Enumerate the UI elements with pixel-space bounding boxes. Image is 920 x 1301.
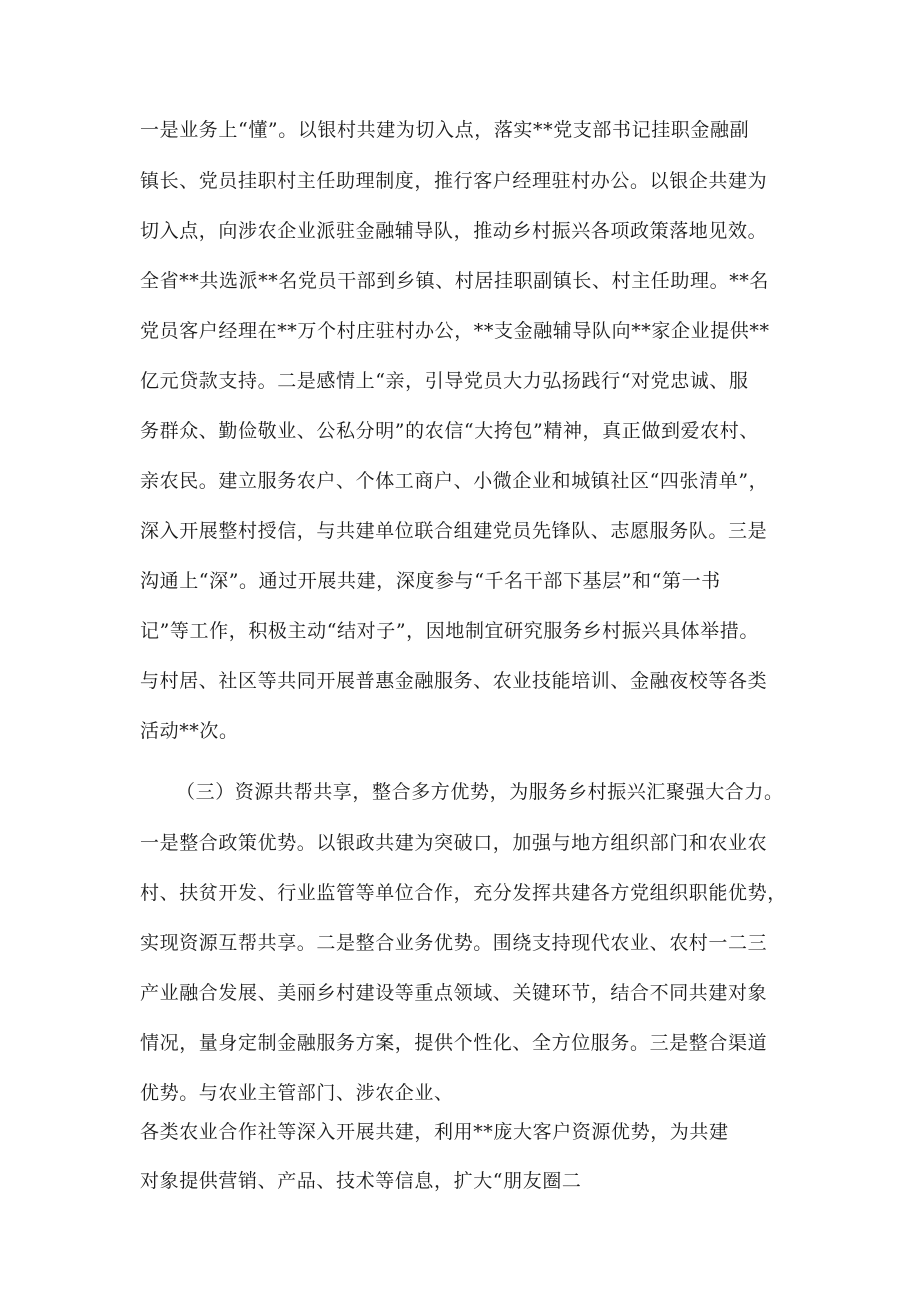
paragraph-1-line: 记”等工作，积极主动“结对子”，因地制宜研究服务乡村振兴具体举措。: [140, 620, 759, 642]
paragraph-1-line: 亿元贷款支持。二是感情上“亲，引导党员大力弘扬践行“对党忠诚、服: [140, 370, 749, 392]
paragraph-2-line: 一是整合政策优势。以银政共建为突破口，加强与地方组织部门和农业农: [140, 832, 768, 854]
paragraph-1-line: 务群众、勤俭敬业、公私分明”的农信“大挎包”精神，真正做到爱农村、: [140, 420, 759, 442]
paragraph-2-line: 产业融合发展、美丽乡村建设等重点领域、关键环节，结合不同共建对象: [140, 982, 768, 1004]
paragraph-1-line: 亲农民。建立服务农户、个体工商户、小微企业和城镇社区“四张清单”，: [140, 470, 769, 492]
paragraph-2-line: 村、扶贫开发、行业监管等单位合作，充分发挥共建各方党组织职能优势，: [140, 882, 787, 904]
paragraph-1-line: 切入点，向涉农企业派驻金融辅导队，推动乡村振兴各项政策落地见效。: [140, 220, 768, 242]
paragraph-1-line: 一是业务上“懂”。以银村共建为切入点，落实**党支部书记挂职金融副: [140, 119, 750, 141]
paragraph-2-line: 对象提供营销、产品、技术等信息，扩大“朋友圈二: [140, 1170, 582, 1192]
paragraph-2-line: 情况，量身定制金融服务方案，提供个性化、全方位服务。三是整合渠道: [140, 1032, 768, 1054]
paragraph-1-line: 镇长、党员挂职村主任助理制度，推行客户经理驻村办公。以银企共建为: [140, 170, 768, 192]
section-heading-line: （三）资源共帮共享，整合多方优势，为服务乡村振兴汇聚强大合力。: [176, 781, 784, 803]
paragraph-1-line: 党员客户经理在**万个村庄驻村办公，**支金融辅导队向**家企业提供**: [140, 320, 770, 342]
paragraph-1-line: 全省**共选派**名党员干部到乡镇、村居挂职副镇长、村主任助理。**名: [140, 270, 770, 292]
paragraph-2-line: 优势。与农业主管部门、涉农企业、: [140, 1082, 454, 1104]
paragraph-1-line: 与村居、社区等共同开展普惠金融服务、农业技能培训、金融夜校等各类: [140, 670, 768, 692]
paragraph-1-line: 沟通上“深”。通过开展共建，深度参与“千名干部下基层”和“第一书: [140, 570, 721, 592]
paragraph-1-line: 深入开展整村授信，与共建单位联合组建党员先锋队、志愿服务队。三是: [140, 520, 768, 542]
paragraph-2-line: 各类农业合作社等深入开展共建，利用**庞大客户资源优势，为共建: [140, 1121, 729, 1143]
paragraph-2-line: 实现资源互帮共享。二是整合业务优势。围绕支持现代农业、农村一二三: [140, 932, 768, 954]
paragraph-1-line: 活动**次。: [140, 720, 239, 742]
